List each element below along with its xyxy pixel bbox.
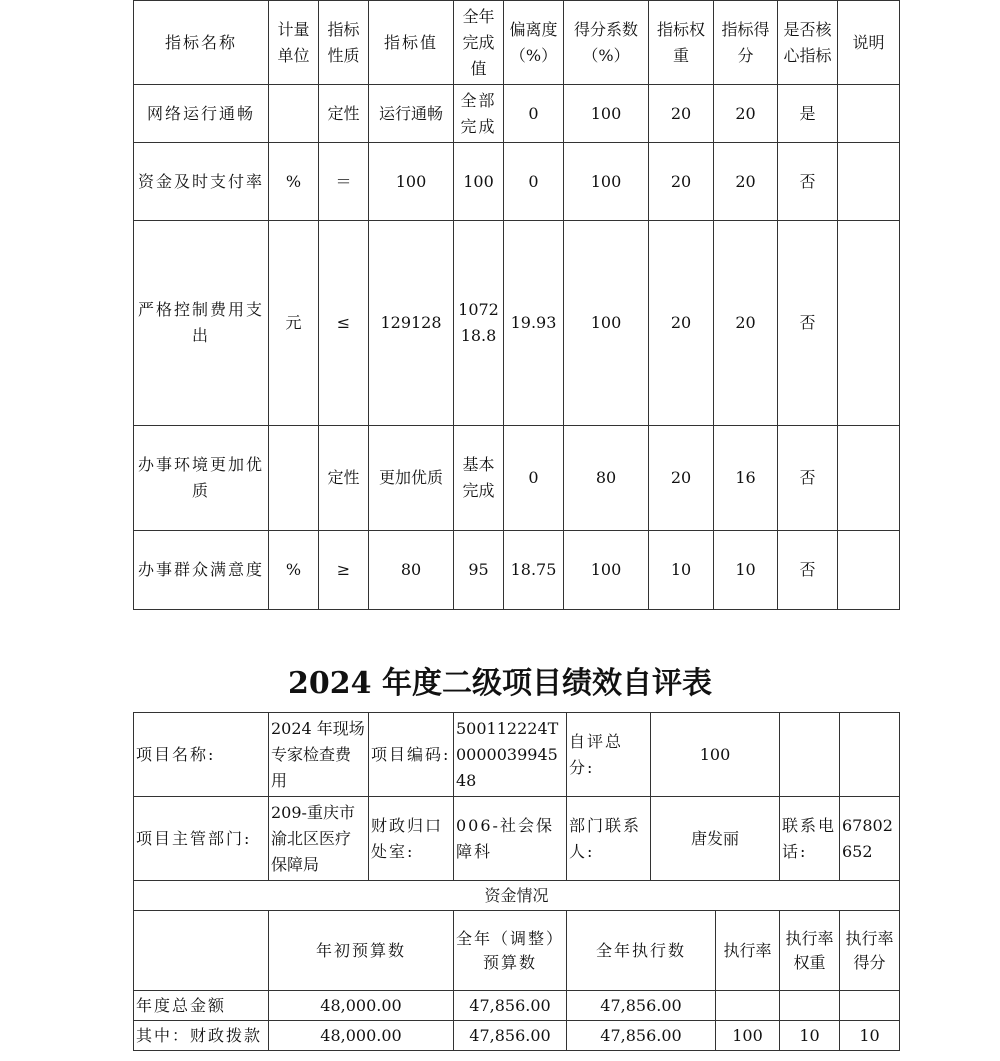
cell-core: 否	[778, 531, 838, 610]
project-name-value: 2024 年现场专家检查费用	[269, 713, 369, 797]
cell-target: 100	[369, 143, 454, 221]
col-header: 指标值	[369, 1, 454, 85]
table-row	[134, 426, 900, 531]
dept-label: 项目主管部门:	[134, 797, 269, 881]
col-header	[134, 911, 269, 991]
cell-core: 否	[778, 426, 838, 531]
table-row	[134, 531, 900, 610]
table-row	[134, 143, 900, 221]
cell-target: 运行通畅	[369, 85, 454, 143]
cell-unit: %	[269, 143, 319, 221]
funds-table	[133, 910, 900, 1051]
cell-nature: 定性	[319, 426, 369, 531]
cell-coefficient: 100	[564, 531, 649, 610]
empty-cell	[840, 713, 900, 797]
cell-target: 129128	[369, 221, 454, 426]
cell-deviation: 0	[504, 426, 564, 531]
cell-coefficient: 100	[564, 143, 649, 221]
cell-score: 16	[714, 426, 778, 531]
table-row	[134, 991, 900, 1021]
cell-nature: 定性	[319, 85, 369, 143]
cell-coefficient: 80	[564, 426, 649, 531]
cell-unit	[269, 426, 319, 531]
cell-core: 是	[778, 85, 838, 143]
cell-core: 否	[778, 221, 838, 426]
project-info-table	[133, 712, 900, 911]
col-header: 执行率得分	[840, 911, 900, 991]
self-score-label: 自评总分:	[567, 713, 651, 797]
cell-initial-budget: 48,000.00	[269, 1021, 454, 1051]
project-code-label: 项目编码:	[369, 713, 454, 797]
col-header: 全年执行数	[567, 911, 716, 991]
self-score-value: 100	[651, 713, 780, 797]
table-row	[134, 797, 900, 881]
cell-unit: %	[269, 531, 319, 610]
table-row	[134, 221, 900, 426]
contact-label: 部门联系人:	[567, 797, 651, 881]
office-value: 006-社会保障科	[454, 797, 567, 881]
cell-executed: 47,856.00	[567, 1021, 716, 1051]
cell-actual: 107218.8	[454, 221, 504, 426]
table-row	[134, 881, 900, 911]
cell-initial-budget: 48,000.00	[269, 991, 454, 1021]
cell-weight: 10	[649, 531, 714, 610]
cell-fund-label: 年度总金额	[134, 991, 269, 1021]
cell-indicator-name: 严格控制费用支出	[134, 221, 269, 426]
cell-indicator-name: 办事群众满意度	[134, 531, 269, 610]
cell-adjusted-budget: 47,856.00	[454, 991, 567, 1021]
page-title: 2024 年度二级项目绩效自评表	[288, 666, 712, 701]
cell-deviation: 0	[504, 143, 564, 221]
cell-exec-score	[840, 991, 900, 1021]
table-row	[134, 713, 900, 797]
phone-value: 67802652	[840, 797, 900, 881]
col-header: 指标名称	[134, 1, 269, 85]
col-header: 指标得分	[714, 1, 778, 85]
col-header: 执行率	[716, 911, 780, 991]
cell-coefficient: 100	[564, 221, 649, 426]
cell-exec-rate: 100	[716, 1021, 780, 1051]
cell-exec-weight: 10	[780, 1021, 840, 1051]
cell-note	[838, 221, 900, 426]
cell-exec-score: 10	[840, 1021, 900, 1051]
cell-indicator-name: 资金及时支付率	[134, 143, 269, 221]
cell-weight: 20	[649, 85, 714, 143]
cell-executed: 47,856.00	[567, 991, 716, 1021]
table-row	[134, 1021, 900, 1051]
cell-actual: 95	[454, 531, 504, 610]
cell-indicator-name: 网络运行通畅	[134, 85, 269, 143]
col-header: 得分系数（%）	[564, 1, 649, 85]
cell-note	[838, 143, 900, 221]
cell-note	[838, 426, 900, 531]
project-code-value: 500112224T000003994548	[454, 713, 567, 797]
cell-exec-rate	[716, 991, 780, 1021]
cell-score: 10	[714, 531, 778, 610]
col-header: 年初预算数	[269, 911, 454, 991]
contact-value: 唐发丽	[651, 797, 780, 881]
table-header-row	[134, 911, 900, 991]
dept-value: 209-重庆市渝北区医疗保障局	[269, 797, 369, 881]
cell-unit	[269, 85, 319, 143]
cell-actual: 基本完成	[454, 426, 504, 531]
col-header: 说明	[838, 1, 900, 85]
cell-weight: 20	[649, 221, 714, 426]
indicator-table	[133, 0, 900, 610]
cell-target: 80	[369, 531, 454, 610]
col-header: 偏离度（%）	[504, 1, 564, 85]
col-header: 计量单位	[269, 1, 319, 85]
funds-section-title: 资金情况	[134, 881, 900, 911]
cell-target: 更加优质	[369, 426, 454, 531]
cell-weight: 20	[649, 143, 714, 221]
cell-unit: 元	[269, 221, 319, 426]
cell-fund-label: 其中：财政拨款	[134, 1021, 269, 1051]
cell-deviation: 0	[504, 85, 564, 143]
cell-actual: 100	[454, 143, 504, 221]
col-header: 执行率权重	[780, 911, 840, 991]
cell-actual: 全部完成	[454, 85, 504, 143]
cell-nature: ＝	[319, 143, 369, 221]
col-header: 指标权重	[649, 1, 714, 85]
office-label: 财政归口处室:	[369, 797, 454, 881]
phone-label: 联系电话:	[780, 797, 840, 881]
cell-note	[838, 531, 900, 610]
cell-deviation: 19.93	[504, 221, 564, 426]
cell-adjusted-budget: 47,856.00	[454, 1021, 567, 1051]
cell-exec-weight	[780, 991, 840, 1021]
cell-coefficient: 100	[564, 85, 649, 143]
cell-nature: ≤	[319, 221, 369, 426]
cell-deviation: 18.75	[504, 531, 564, 610]
cell-score: 20	[714, 85, 778, 143]
empty-cell	[780, 713, 840, 797]
col-header: 全年完成值	[454, 1, 504, 85]
cell-nature: ≥	[319, 531, 369, 610]
cell-weight: 20	[649, 426, 714, 531]
table-row	[134, 85, 900, 143]
cell-score: 20	[714, 221, 778, 426]
cell-core: 否	[778, 143, 838, 221]
cell-score: 20	[714, 143, 778, 221]
cell-note	[838, 85, 900, 143]
table-header-row	[134, 1, 900, 85]
col-header: 是否核心指标	[778, 1, 838, 85]
col-header: 指标性质	[319, 1, 369, 85]
project-name-label: 项目名称:	[134, 713, 269, 797]
col-header: 全年（调整）预算数	[454, 911, 567, 991]
cell-indicator-name: 办事环境更加优质	[134, 426, 269, 531]
